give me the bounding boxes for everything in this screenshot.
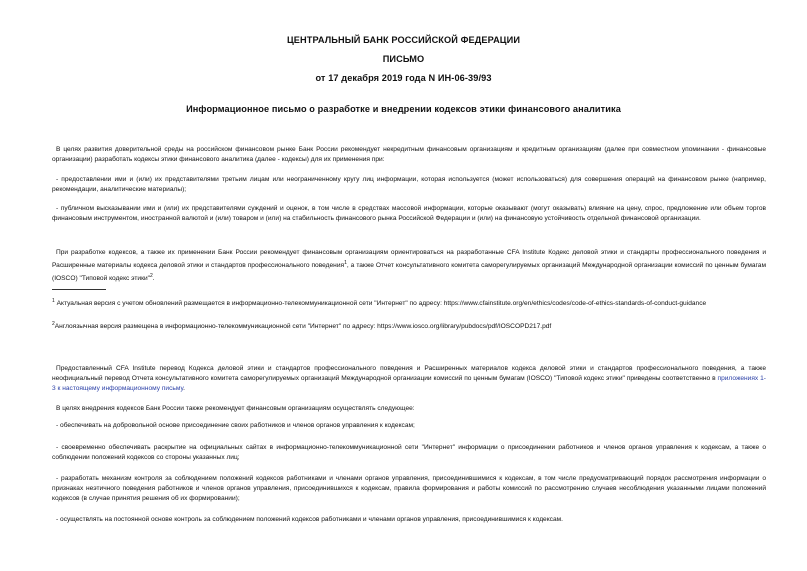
footnote-ref-1: 1	[344, 260, 347, 266]
paragraph-translations-text-a: Предоставленный CFA Institute перевод Кодекса деловой этики и стандартов профессионального поведения и Расширенных материалов кодекса деловой этики и стандартов профессионального поведения, а также неофициальный перевод Отчета консультативного комитета саморегулируемых организаций Международной организации комиссий по ценным бумагам (IOSCO) "Типовой кодекс этики" приведены соответственно в	[52, 365, 766, 382]
paragraph-development-text-a: При разработке кодексов, а также их применении Банк России рекомендует финансовым организациям ориентироваться на разработанные CFA Institute Кодекс деловой этики и стандарты профессионального поведения и Расширенные материалы кодекса деловой этики и стандартов профессионального поведения	[52, 249, 766, 270]
paragraph-development-text-c: .	[152, 275, 155, 283]
footnote-1-text: Актуальная версия с учетом обновлений размещается в информационно-телекоммуникационной сети "Интернет" по адресу: https://www.cfainstitute.org/en/ethics/codes/code-of-ethics-standards-of-conduct-guidance	[56, 300, 707, 308]
footnote-2-text: Англоязычная версия размещена в информационно-телекоммуникационной сети "Интернет" по адресу: https://www.iosco.org/library/pubdocs/pdf/IOSCOPD217.pdf	[54, 323, 552, 331]
document-subject: Информационное письмо о разработке и внедрении кодексов этики финансового аналитика	[186, 104, 621, 114]
paragraph-translations-text-b: .	[183, 385, 185, 392]
paragraph-translations	[52, 364, 766, 394]
paragraph-intro: В целях развития доверительной среды на российском финансовом рынке Банк России рекомендует некредитным финансовым организациям и кредитным организациям (далее при совместном упоминании - финансовые организации) разработать кодексы этики финансового аналитика (далее - кодексы) для их применения при:	[52, 146, 766, 163]
document-type: ПИСЬМО	[382, 54, 425, 64]
footnote-2-mark: 2	[52, 321, 55, 327]
footnote-1	[52, 296, 766, 309]
footnote-2	[52, 319, 766, 332]
issuer-title: ЦЕНТРАЛЬНЫЙ БАНК РОССИЙСКОЙ ФЕДЕРАЦИИ	[286, 35, 521, 45]
paragraph-bullet-public-statements: - публичном высказывании ими и (или) их представителями суждений и оценок, в том числе в средствах массовой информации, которые оказывают (могут оказывать) влияние на цену, спрос, предложение или объем торгов финансовым инструментом, иностранной валютой и (или) товаром и (или) на стабильность финансового рынка Российской Федерации и (или) на финансовую устойчивость отдельной финансовой организации.	[52, 205, 766, 222]
paragraph-bullet-control-mechanism: - разработать механизм контроля за соблюдением положений кодексов работниками и членами органов управления, присоединившимися к кодексам, в том числе предусматривающий порядок рассмотрения информации о признаках неэтичного поведения работников и членов органов управления, присоединившихся к кодексам, правила формирования и работы комиссий по рассмотрению случаев несоблюдения указанными лицами положений кодексов (в случае принятия решения об их формировании);	[52, 475, 766, 502]
footnote-separator	[52, 289, 106, 290]
paragraph-bullet-disclosure: - своевременно обеспечивать раскрытие на официальных сайтах в информационно-телекоммуникационной сети "Интернет" информации о присоединении работников и членов органов управления к кодексам, а также о соблюдении положений кодексов со стороны указанных лиц;	[52, 444, 766, 461]
footnote-ref-2: 2	[150, 273, 153, 280]
paragraph-bullet-voluntary: - обеспечивать на добровольной основе присоединение своих работников и членов органов управления к кодексам;	[56, 422, 415, 429]
document-date-number: от 17 декабря 2019 года N ИН-06-39/93	[315, 73, 492, 83]
paragraph-development	[52, 248, 766, 284]
appendices-link[interactable]: приложениях 1-3 к настоящему информационному письму	[52, 375, 766, 392]
paragraph-implementation: В целях внедрения кодексов Банк России также рекомендует финансовым организациям осуществлять следующее:	[56, 405, 415, 412]
paragraph-bullet-ongoing-control: - осуществлять на постоянной основе контроль за соблюдением положений кодексов работниками и членами органов управления, присоединившимися к кодексам.	[56, 516, 564, 523]
paragraph-bullet-information: - предоставлении ими и (или) их представителями третьим лицам или неограниченному кругу лиц информации, которая используется (может использоваться) для совершения операций на финансовом рынке (например, рекомендации, аналитические материалы);	[52, 176, 766, 193]
footnote-1-mark: 1	[52, 298, 55, 304]
paragraph-development-text-b: , а также Отчет консультативного комитета саморегулируемых организаций Международной организации комиссий по ценным бумагам (IOSCO) "Типовой кодекс этики"	[52, 262, 766, 283]
